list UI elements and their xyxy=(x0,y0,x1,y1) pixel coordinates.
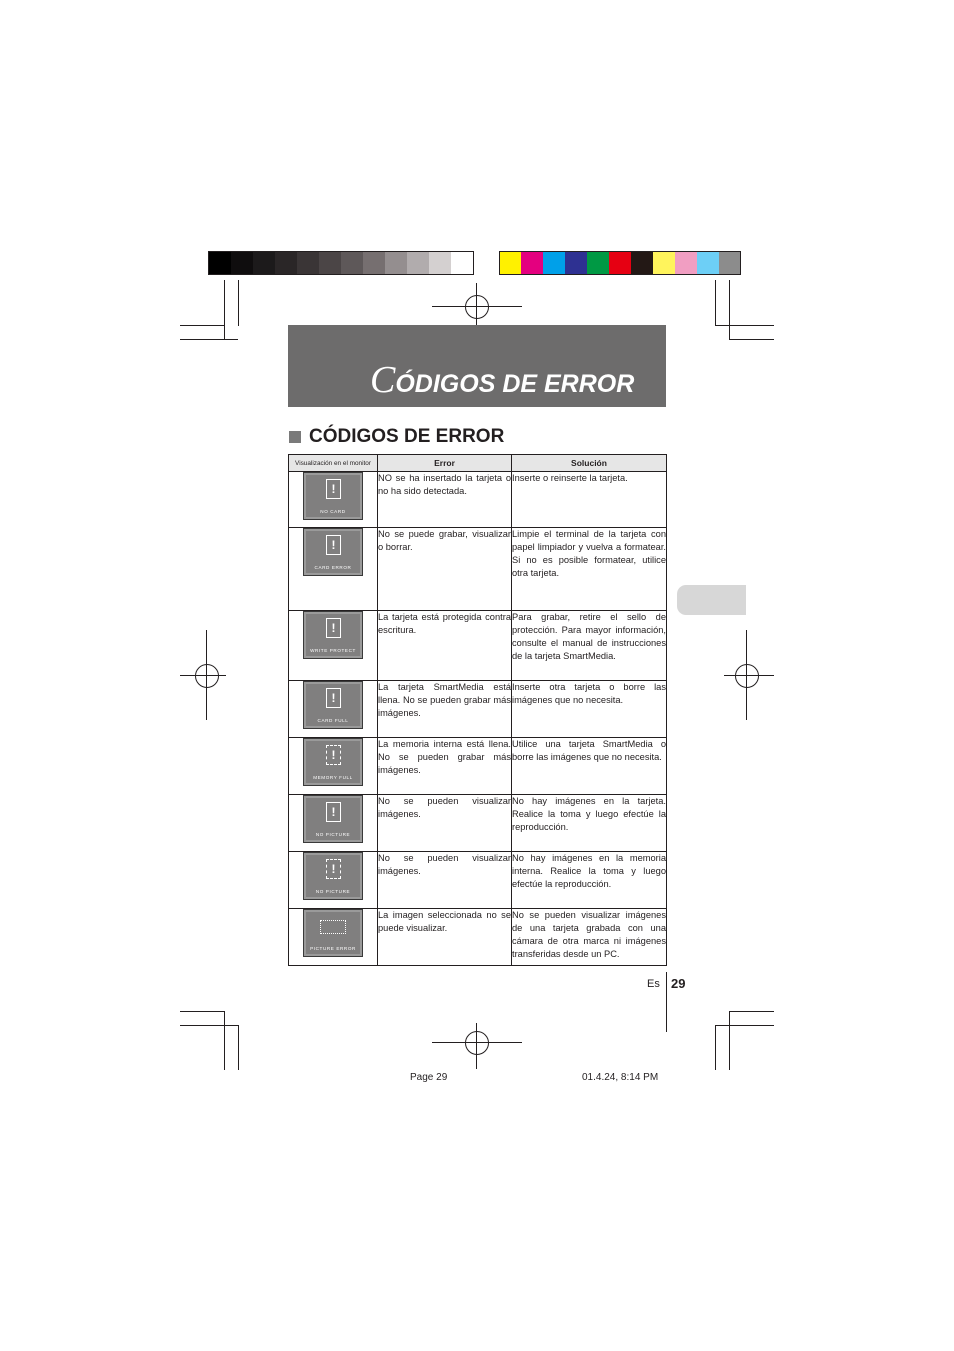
crop-mark xyxy=(729,1011,774,1012)
screen-label: MEMORY FULL xyxy=(313,775,353,780)
screen-label: PICTURE ERROR xyxy=(310,946,356,951)
card-alert-icon: ! xyxy=(326,618,341,638)
gray-swatch xyxy=(385,252,407,274)
card-alert-icon: ! xyxy=(326,535,341,555)
crop-mark xyxy=(729,339,774,340)
color-swatch xyxy=(543,252,565,274)
monitor-cell xyxy=(289,681,378,738)
registration-circle xyxy=(195,664,219,688)
page-lang: Es xyxy=(647,978,660,990)
lcd-screen xyxy=(303,795,363,843)
solution-cell: No hay imágenes en la memoria interna. Realice la toma y luego efectúe la reproducción. xyxy=(512,852,667,909)
gray-swatch xyxy=(451,252,473,274)
monitor-cell xyxy=(289,852,378,909)
color-swatch xyxy=(500,252,521,274)
monitor-cell xyxy=(289,738,378,795)
picture-dashed-icon xyxy=(320,920,346,934)
crop-mark xyxy=(224,1011,225,1070)
screen-label: WRITE PROTECT xyxy=(310,648,356,653)
error-cell: La memoria interna está llena. No se pueden grabar más imágenes. xyxy=(378,738,512,795)
color-swatch xyxy=(653,252,675,274)
solution-cell: No se pueden visualizar imágenes de una tarjeta grabada con una cámara de otra marca ni imágenes transferidas desde un PC. xyxy=(512,909,667,966)
solution-cell: Limpie el terminal de la tarjeta con papel limpiador y vuelva a formatear. Si no es posible formatear, utilice otra tarjeta. xyxy=(512,528,667,611)
page-number: 29 xyxy=(671,976,686,991)
error-cell: La tarjeta SmartMedia está llena. No se pueden grabar más imágenes. xyxy=(378,681,512,738)
monitor-cell xyxy=(289,611,378,681)
color-swatch xyxy=(719,252,740,274)
memory-alert-icon: ! xyxy=(326,859,341,879)
header-monitor: Visualización en el monitor xyxy=(289,455,378,472)
color-swatch xyxy=(521,252,543,274)
crop-mark xyxy=(224,280,225,340)
registration-circle xyxy=(465,295,489,319)
crop-mark xyxy=(729,280,730,340)
table-row xyxy=(289,472,667,528)
screen-label: CARD FULL xyxy=(317,718,349,723)
screen-label: NO PICTURE xyxy=(315,832,351,837)
error-cell: No se pueden visualizar imágenes. xyxy=(378,795,512,852)
gray-swatch xyxy=(231,252,253,274)
crop-mark xyxy=(180,1025,239,1026)
crop-mark xyxy=(715,280,716,326)
color-swatch xyxy=(697,252,719,274)
monitor-cell xyxy=(289,472,378,528)
square-bullet-icon xyxy=(289,431,301,443)
footer-datetime: 01.4.24, 8:14 PM xyxy=(582,1072,659,1083)
gray-swatch xyxy=(429,252,451,274)
section-heading xyxy=(289,426,504,448)
lcd-screen xyxy=(303,852,363,900)
solution-cell: No hay imágenes en la tarjeta. Realice la toma y luego efectúe la reproducción. xyxy=(512,795,667,852)
error-table xyxy=(288,454,667,966)
gray-swatch xyxy=(341,252,363,274)
table-row xyxy=(289,909,667,966)
error-cell: NO se ha insertado la tarjeta o no ha sido detectada. xyxy=(378,472,512,528)
error-cell: No se puede grabar, visualizar o borrar. xyxy=(378,528,512,611)
lcd-screen xyxy=(303,681,363,729)
crop-mark xyxy=(715,1025,774,1026)
screen-label: NO CARD xyxy=(320,509,346,514)
gray-swatch xyxy=(209,252,231,274)
table-row xyxy=(289,611,667,681)
card-alert-icon: ! xyxy=(326,688,341,708)
crop-mark xyxy=(238,280,239,326)
registration-circle xyxy=(465,1031,489,1055)
error-cell: No se pueden visualizar imágenes. xyxy=(378,852,512,909)
gray-swatch xyxy=(253,252,275,274)
error-cell: La tarjeta está protegida contra escritura. xyxy=(378,611,512,681)
lcd-screen xyxy=(303,909,363,957)
footer-page-label: Page 29 xyxy=(410,1072,448,1083)
page-divider xyxy=(666,972,667,1032)
header-solution: Solución xyxy=(512,455,667,472)
registration-circle xyxy=(735,664,759,688)
screen-label: CARD ERROR xyxy=(314,565,352,570)
crop-mark xyxy=(715,325,774,326)
crop-mark xyxy=(180,1011,225,1012)
crop-mark xyxy=(238,1025,239,1070)
lcd-screen xyxy=(303,611,363,659)
card-alert-icon: ! xyxy=(326,479,341,499)
gray-swatch xyxy=(275,252,297,274)
table-row xyxy=(289,681,667,738)
section-title: CÓDIGOS DE ERROR xyxy=(309,426,505,447)
color-bar xyxy=(499,251,741,275)
band-title-rest: ÓDIGOS DE ERROR xyxy=(395,370,635,398)
band-title xyxy=(370,358,634,402)
solution-cell: Inserte o reinserte la tarjeta. xyxy=(512,472,667,528)
monitor-cell xyxy=(289,795,378,852)
gray-swatch xyxy=(297,252,319,274)
card-alert-icon: ! xyxy=(326,802,341,822)
color-swatch xyxy=(565,252,587,274)
crop-mark xyxy=(180,325,224,326)
band-title-initial: C xyxy=(370,359,396,401)
table-row xyxy=(289,795,667,852)
monitor-cell xyxy=(289,528,378,611)
monitor-cell xyxy=(289,909,378,966)
crop-mark xyxy=(715,1025,716,1070)
table-row xyxy=(289,738,667,795)
screen-label: NO PICTURE xyxy=(315,889,351,894)
lcd-screen xyxy=(303,472,363,520)
color-swatch xyxy=(587,252,609,274)
header-error: Error xyxy=(378,455,512,472)
memory-alert-icon: ! xyxy=(326,745,341,765)
color-swatch xyxy=(631,252,653,274)
error-cell: La imagen seleccionada no se puede visualizar. xyxy=(378,909,512,966)
gray-swatch xyxy=(319,252,341,274)
solution-cell: Inserte otra tarjeta o borre las imágenes que no necesita. xyxy=(512,681,667,738)
solution-cell: Utilice una tarjeta SmartMedia o borre las imágenes que no necesita. xyxy=(512,738,667,795)
color-swatch xyxy=(609,252,631,274)
section-tab xyxy=(677,585,746,615)
table-row xyxy=(289,852,667,909)
color-swatch xyxy=(675,252,697,274)
lcd-screen xyxy=(303,738,363,786)
table-row xyxy=(289,528,667,611)
gray-swatch xyxy=(407,252,429,274)
gray-swatch xyxy=(363,252,385,274)
lcd-screen xyxy=(303,528,363,576)
crop-mark xyxy=(180,339,238,340)
solution-cell: Para grabar, retire el sello de protección. Para mayor información, consulte el manual de instrucciones de la tarjeta SmartMedia. xyxy=(512,611,667,681)
grayscale-bar xyxy=(208,251,474,275)
crop-mark xyxy=(729,1011,730,1070)
table-header-row xyxy=(289,455,667,472)
